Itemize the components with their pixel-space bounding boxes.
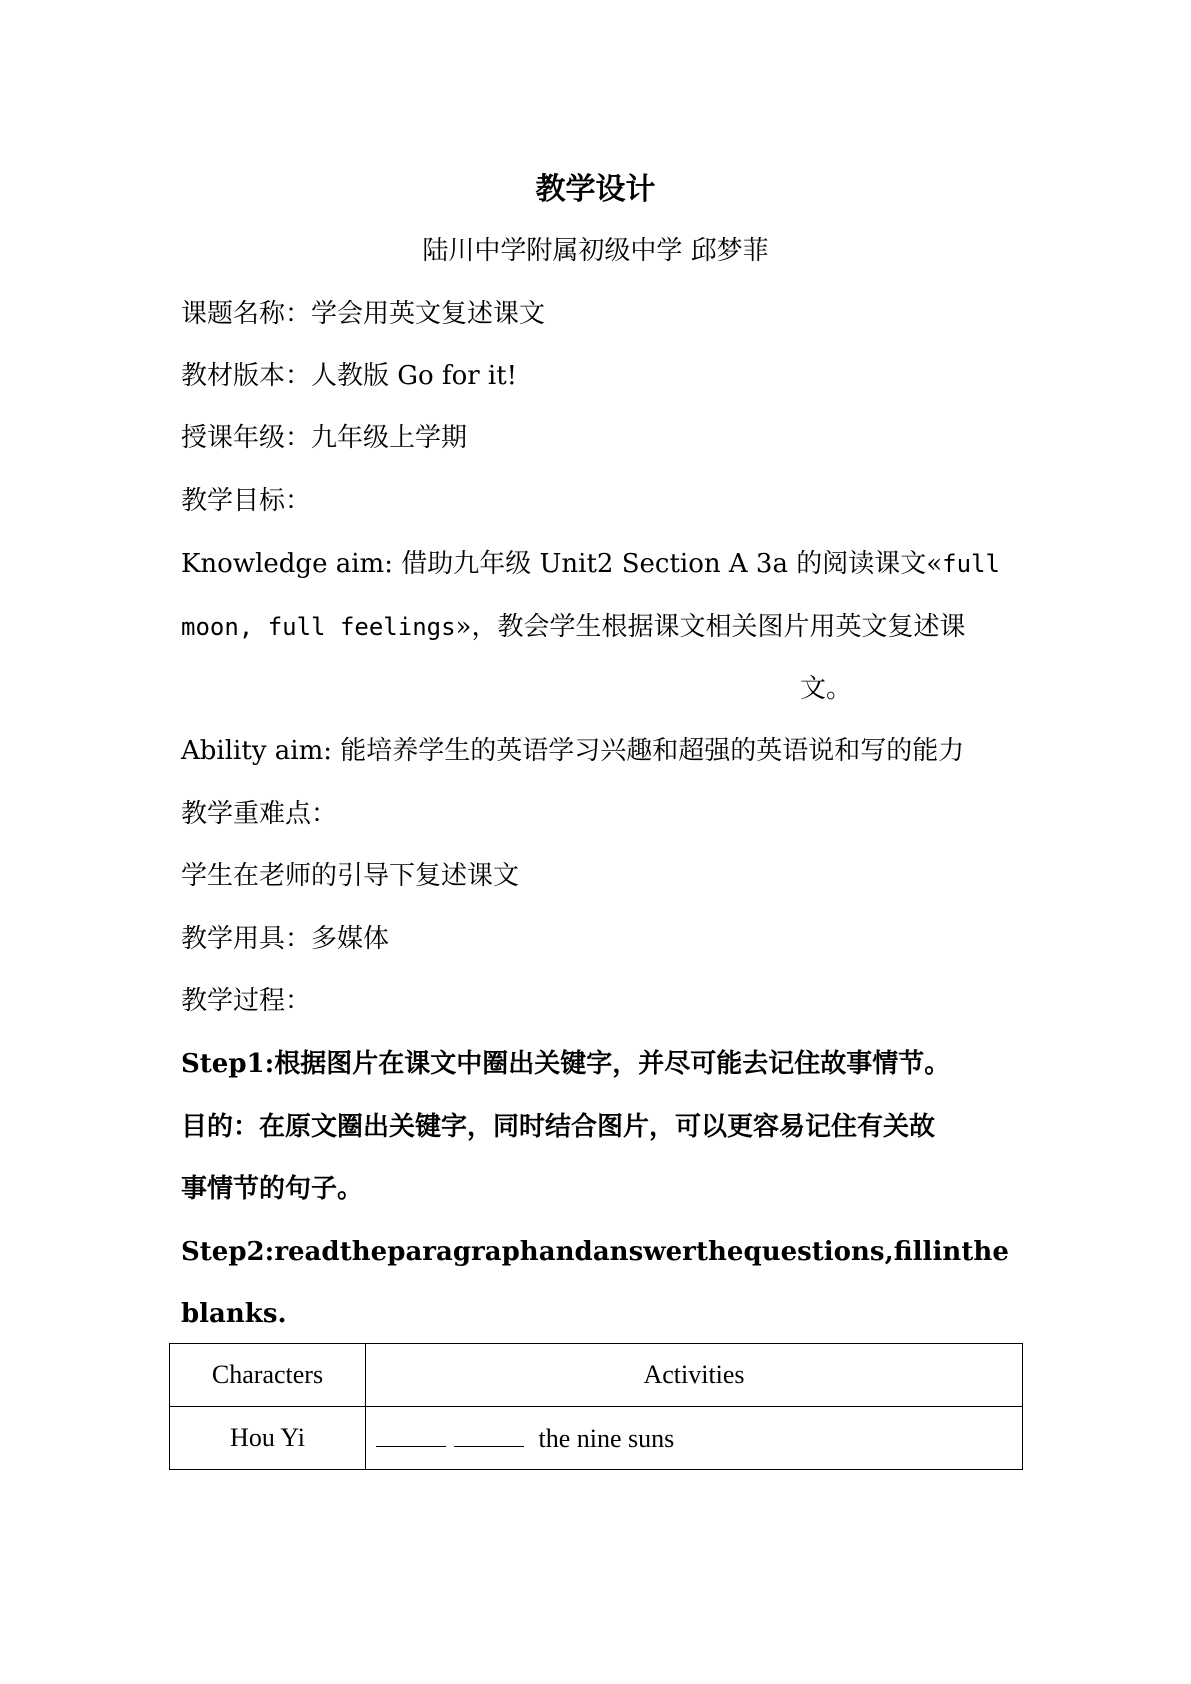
fill-blank[interactable] [454, 1422, 524, 1447]
step1: Step1:根据图片在课文中圈出关键字，并尽可能去记住故事情节。 [181, 1049, 951, 1079]
grade-level: 授课年级：九年级上学期 [181, 423, 468, 453]
knowledge-aim-mono-1: full [942, 550, 1000, 578]
step2-word: Step2: [181, 1237, 275, 1267]
activity-text: the nine suns [538, 1424, 675, 1453]
activity-cell [366, 1407, 1023, 1470]
knowledge-aim-end: 文。 [800, 674, 853, 704]
header-activities: Activities [366, 1344, 1023, 1407]
key-points-heading: 教学重难点： [181, 799, 338, 829]
step2-word: in [932, 1237, 962, 1267]
step2-word: the [695, 1237, 744, 1267]
process-heading: 教学过程： [181, 986, 312, 1016]
table-header-row [170, 1344, 1023, 1407]
teaching-aids: 教学用具：多媒体 [181, 924, 390, 954]
fill-blank[interactable] [376, 1422, 446, 1447]
table-row [170, 1407, 1023, 1470]
character-cell: Hou Yi [170, 1407, 366, 1470]
key-points: 学生在老师的引导下复述课文 [181, 861, 520, 891]
knowledge-aim-suffix: »，教会学生根据课文相关图片用英文复述课 [455, 612, 966, 642]
purpose-line2: 事情节的句子。 [181, 1174, 364, 1204]
step2-line2: blanks. [181, 1299, 287, 1329]
knowledge-aim-mono-2: moon, full feelings [181, 613, 456, 641]
step2-word: the [339, 1237, 388, 1267]
step2-word: answer [592, 1237, 696, 1267]
knowledge-aim-line1 [181, 546, 1000, 582]
author-line: 陆川中学附属初级中学 邱梦菲 [422, 236, 769, 266]
header-characters: Characters [170, 1344, 366, 1407]
step2-word: and [538, 1237, 593, 1267]
purpose-line1: 目的：在原文圈出关键字，同时结合图片，可以更容易记住有关故 [181, 1112, 936, 1142]
knowledge-aim-prefix: Knowledge aim: 借助九年级 Unit2 Section A 3a 的阅读课文« [181, 549, 943, 579]
textbook-version: 教材版本：人教版 Go for it! [181, 361, 518, 391]
activities-table [169, 1343, 1023, 1470]
course-name: 课题名称：学会用英文复述课文 [181, 299, 546, 329]
step2-word: questions, [743, 1237, 894, 1267]
step2-word: read [274, 1237, 340, 1267]
step2-line1 [181, 1234, 1009, 1270]
ability-aim: Ability aim: 能培养学生的英语学习兴趣和超强的英语说和写的能力 [181, 736, 965, 766]
step2-word: fill [893, 1237, 933, 1267]
document-title: 教学设计 [535, 172, 656, 207]
step2-word: the [961, 1237, 1009, 1267]
step2-word: paragraph [387, 1237, 539, 1267]
knowledge-aim-line2 [181, 609, 965, 645]
objectives-heading: 教学目标： [181, 486, 312, 516]
